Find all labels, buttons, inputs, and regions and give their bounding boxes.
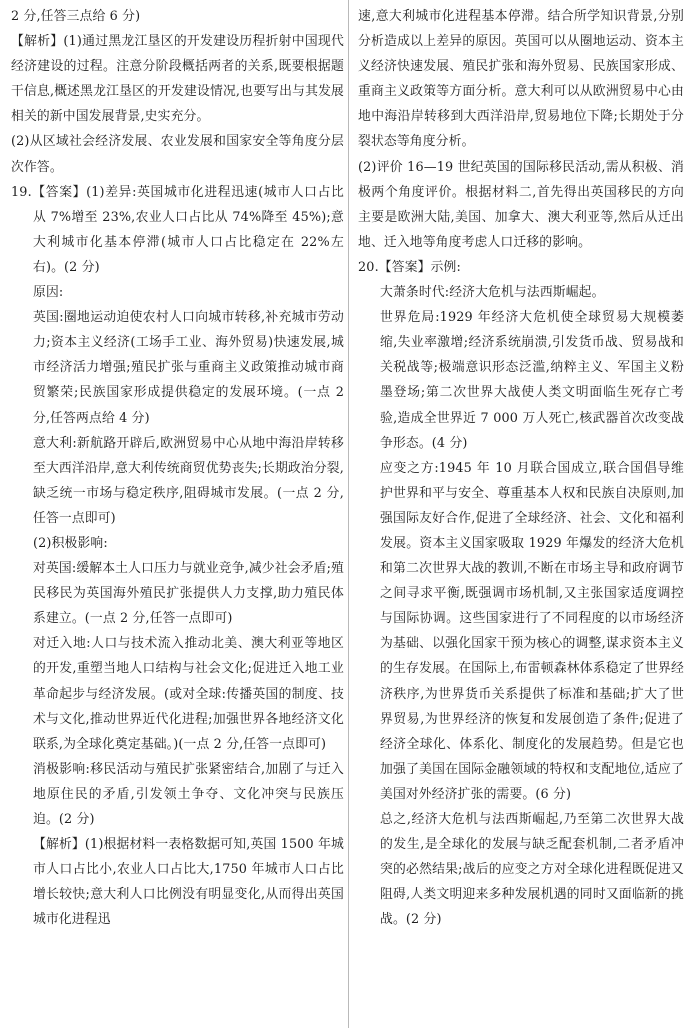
era-title: 大萧条时代:经济大危机与法西斯崛起。	[380, 285, 605, 301]
answer-q20-heading: 20.【答案】示例:	[358, 259, 461, 275]
analysis-q19-1-cont: 速,意大利城市化进程基本停滞。结合所学知识背景,分别分析造成以上差异的原因。英国可以从圈地运动、资本主义经济快速发展、殖民扩张和海外贸易、民族国家形成、重商主义政策等方面分析。意大利可以从欧洲贸易中心由地中海沿岸转移到大西洋沿岸,贸易地位下降;长期处于分裂状态等角度分析。	[358, 9, 684, 150]
analysis-q18-2: (2)从区域社会经济发展、农业发展和国家安全等角度分层次作答。	[11, 134, 344, 175]
paragraph-continuation: 2 分,任答三点给 6 分)	[11, 9, 141, 24]
negative-impact: 消极影响:移民活动与殖民扩张紧密结合,加剧了与迁入地原住民的矛盾,引发领土争夺、文化冲突与民族压迫。(2 分)	[33, 761, 344, 827]
reason-heading: 原因:	[33, 285, 64, 301]
conclusion: 总之,经济大危机与法西斯崛起,乃至第二次世界大战的发生,是全球化的发展与缺乏配套机制,二者矛盾冲突的必然结果;战后的应变之方对全球化进程既促进又阻碍,人类文明迎来多种发展机遇的同时又面临新的挑战。(2 分)	[380, 812, 684, 928]
analysis-q19-1: 【解析】(1)根据材料一表格数据可知,英国 1500 年城市人口占比小,农业人口占比大,1750 年城市人口占比增长较快;意大利人口比例没有明显变化,从而得出英国城市化进程迅	[33, 837, 344, 928]
world-crisis: 世界危局:1929 年经济大危机使全球贸易大规模萎缩,失业率激增;经济系统崩溃,引发货币战、贸易战和关税战等;极端意识形态泛滥,纳粹主义、军国主义粉墨登场;第二次世界大战使人类文明面临生死存亡考验,造成全世界近 7 000 万人死亡,核武器首次改变战争形态。(4 分)	[380, 310, 684, 451]
right-column	[358, 4, 684, 932]
analysis-q19-2: (2)评价 16—19 世纪英国的国际移民活动,需从积极、消极两个角度评价。根据材料二,首先得出英国移民的方向主要是欧洲大陆,美国、加拿大、澳大利亚等,然后从迁出地、迁入地等角度考虑人口迁移的影响。	[358, 159, 684, 250]
analysis-q18-1: 【解析】(1)通过黑龙江垦区的开发建设历程折射中国现代经济建设的过程。注意分阶段概括两者的关系,既要根据题干信息,概述黑龙江垦区的开发建设情况,也要写出与其发展相关的新中国发展背景,史实充分。	[11, 34, 344, 125]
reason-italy: 意大利:新航路开辟后,欧洲贸易中心从地中海沿岸转移至大西洋沿岸,意大利传统商贸优势丧失;长期政治分裂,缺乏统一市场与稳定秩序,阻碍城市发展。(一点 2 分,任答一点即可)	[33, 435, 344, 526]
positive-impact-heading: (2)积极影响:	[33, 535, 108, 551]
column-divider	[348, 0, 349, 1028]
impact-britain: 对英国:缓解本土人口压力与就业竞争,减少社会矛盾;殖民移民为英国海外殖民扩张提供人力支撑,助力殖民体系建立。(一点 2 分,任答一点即可)	[33, 561, 344, 627]
response: 应变之方:1945 年 10 月联合国成立,联合国倡导维护世界和平与安全、尊重基本人权和民族自决原则,加强国际友好合作,促进了全球经济、社会、文化和福利发展。资本主义国家吸取 1929 年爆发的经济大危机和第二次世界大战的教训,不断在市场主导和政府调节之间寻求平衡,既强调市场机制,又主张国家适度调控与国际协调。这些国家进行了不同程度的以市场经济为基础、以强化国家干预为核心的调整,谋求资本主义的生存发展。在国际上,布雷顿森林体系稳定了世界经济秩序,为世界货币关系提供了标准和基础;扩大了世界贸易,为世界经济的恢复和发展创造了条件;促进了经济全球化、体系化、制度化的发展趋势。但是它也加强了美国在国际金融领域的特权和支配地位,适应了美国对外经济扩张的需要。(6 分)	[380, 460, 684, 802]
answer-q19-1: 19.【答案】(1)差异:英国城市化进程迅速(城市人口占比从 7%增至 23%,农业人口占比从 74%降至 45%);意大利城市化基本停滞(城市人口占比稳定在 22%左右)。(2 分)	[11, 184, 344, 275]
reason-britain: 英国:圈地运动迫使农村人口向城市转移,补充城市劳动力;资本主义经济(工场手工业、海外贸易)快速发展,城市经济活力增强;殖民扩张与重商主义政策推动城市商贸繁荣;民族国家形成提供稳定的发展环境。(一点 2 分,任答两点给 4 分)	[33, 310, 344, 426]
left-column	[11, 4, 344, 932]
impact-destination: 对迁入地:人口与技术流入推动北美、澳大利亚等地区的开发,重塑当地人口结构与社会文化;促进迁入地工业革命起步与经济发展。(或对全球:传播英国的制度、技术与文化,推动世界近代化进程;加强世界各地经济文化联系,为全球化奠定基础。)(一点 2 分,任答一点即可)	[33, 636, 344, 752]
